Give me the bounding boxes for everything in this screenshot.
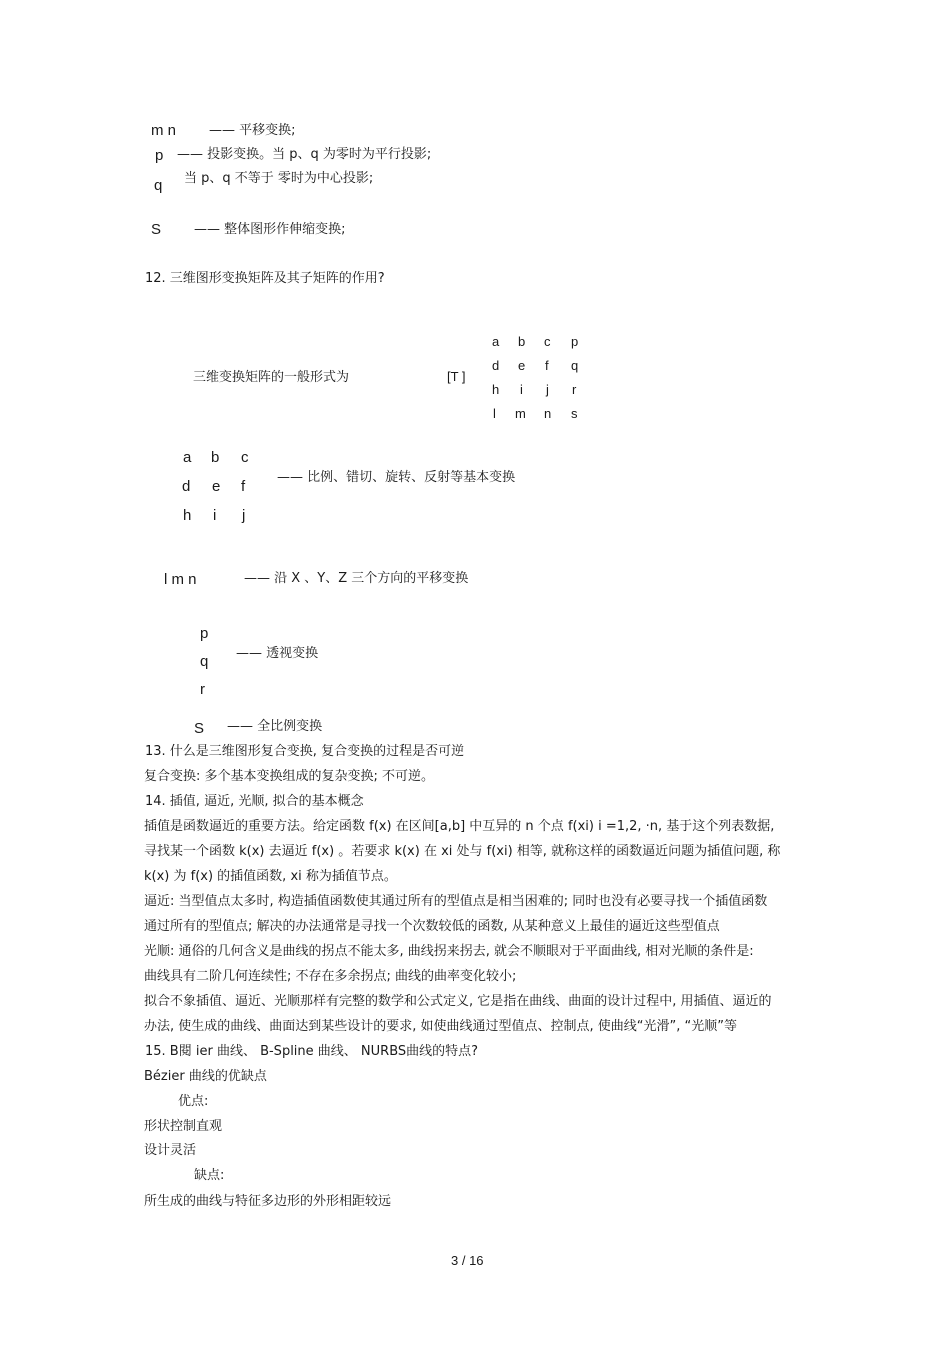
matrix-cell: r (572, 382, 577, 397)
q14-line: k(x) 为 f(x) 的插值函数, xi 称为插值节点。 (144, 869, 397, 884)
q15-heading: 15. B閱 ier 曲线、 B-Spline 曲线、 NURBS曲线的特点? (145, 1044, 479, 1059)
cons-label: 缺点: (194, 1168, 225, 1183)
q13-answer: 复合变换: 多个基本变换组成的复杂变换; 不可逆。 (144, 769, 435, 784)
matrix-cell: p (571, 334, 579, 349)
matrix-cell: j (546, 382, 549, 397)
matrix-cell: d (492, 358, 500, 373)
s-symbol-2: S (194, 720, 205, 737)
matrix-cell: e (518, 358, 526, 373)
pros-label: 优点: (178, 1094, 209, 1109)
q-symbol: q (154, 177, 163, 194)
matrix-cell: i (213, 507, 217, 524)
matrix-cell: j (242, 507, 246, 524)
q14-line: 拟合不象插值、逼近、光顺那样有完整的数学和公式定义, 它是指在曲线、曲面的设计过程中, 用插值、逼近的 (144, 994, 772, 1009)
matrix-cell: f (241, 478, 246, 495)
matrix-cell: h (492, 382, 500, 397)
q14-line: 办法, 使生成的曲线、曲面达到某些设计的要求, 如使曲线通过型值点、控制点, 使曲线“光滑”, “光顺”等 (144, 1019, 737, 1034)
q13-heading: 13. 什么是三维图形复合变换, 复合变换的过程是否可逆 (145, 744, 465, 759)
con-item: 所生成的曲线与特征多边形的外形相距较远 (144, 1194, 392, 1209)
s-description: —— 整体图形作伸缩变换; (194, 222, 346, 237)
matrix-cell: l (493, 406, 496, 421)
mn-description: —— 平移变换; (209, 123, 296, 138)
p-symbol: p (155, 147, 164, 164)
general-form-label: 三维变换矩阵的一般形式为 (193, 370, 350, 385)
matrix-cell: f (545, 358, 549, 373)
matrix-cell: s (571, 406, 578, 421)
matrix-cell: h (183, 507, 192, 524)
pqr-cell: q (200, 653, 209, 670)
q14-heading: 14. 插值, 逼近, 光顺, 拟合的基本概念 (145, 794, 364, 809)
matrix-cell: n (544, 406, 552, 421)
s-description-2: —— 全比例变换 (227, 719, 323, 734)
mn-symbols: m n (151, 122, 177, 139)
matrix3-description: —— 比例、错切、旋转、反射等基本变换 (277, 470, 516, 485)
q14-line: 逼近: 当型值点太多时, 构造插值函数使其通过所有的型值点是相当困难的; 同时也没有必要寻找一个插值函数 (144, 894, 768, 909)
q14-line: 光顺: 通俗的几何含义是曲线的拐点不能太多, 曲线拐来拐去, 就会不顺眼对于平面曲线, 相对光顺的条件是: (144, 944, 754, 959)
bezier-title: Bézier 曲线的优缺点 (144, 1069, 267, 1084)
s-symbol: S (151, 221, 162, 238)
pro-item: 设计灵活 (144, 1143, 197, 1158)
matrix-cell: c (241, 449, 249, 466)
matrix-cell: a (183, 449, 192, 466)
matrix-cell: e (212, 478, 221, 495)
matrix-cell: a (492, 334, 500, 349)
q14-line: 曲线具有二阶几何连续性; 不存在多余拐点; 曲线的曲率变化较小; (144, 969, 517, 984)
matrix-cell: d (182, 478, 191, 495)
pqr-cell: p (200, 625, 209, 642)
page-number: 3 / 16 (451, 1253, 484, 1268)
q14-line: 寻找某一个函数 k(x) 去逼近 f(x) 。若要求 k(x) 在 xi 处与 f(xi) 相等, 就称这样的函数逼近问题为插值问题, 称 (144, 844, 781, 859)
t-matrix-label: [T ] (447, 369, 466, 384)
lmn-description: —— 沿 X 、Y、Z 三个方向的平移变换 (244, 571, 469, 586)
q12-heading: 12. 三维图形变换矩阵及其子矩阵的作用? (145, 271, 385, 286)
q14-line: 通过所有的型值点; 解决的办法通常是寻找一个次数较低的函数, 从某种意义上最佳的逼近这些型值点 (144, 919, 720, 934)
q14-line: 插值是函数逼近的重要方法。给定函数 f(x) 在区间[a,b] 中互异的 n 个点 f(xi) i =1,2, ·n, 基于这个列表数据, (144, 819, 775, 834)
pqr-cell: r (200, 681, 205, 698)
q-description: 当 p、q 不等于 零时为中心投影; (184, 171, 374, 186)
matrix-cell: b (211, 449, 220, 466)
p-description: —— 投影变换。当 p、q 为零时为平行投影; (177, 147, 432, 162)
matrix-cell: q (571, 358, 579, 373)
matrix-cell: b (518, 334, 526, 349)
lmn-symbols: l m n (164, 571, 197, 588)
pqr-description: —— 透视变换 (236, 646, 319, 661)
matrix-cell: m (515, 406, 526, 421)
pro-item: 形状控制直观 (144, 1119, 223, 1134)
matrix-cell: c (544, 334, 551, 349)
matrix-cell: i (520, 382, 523, 397)
